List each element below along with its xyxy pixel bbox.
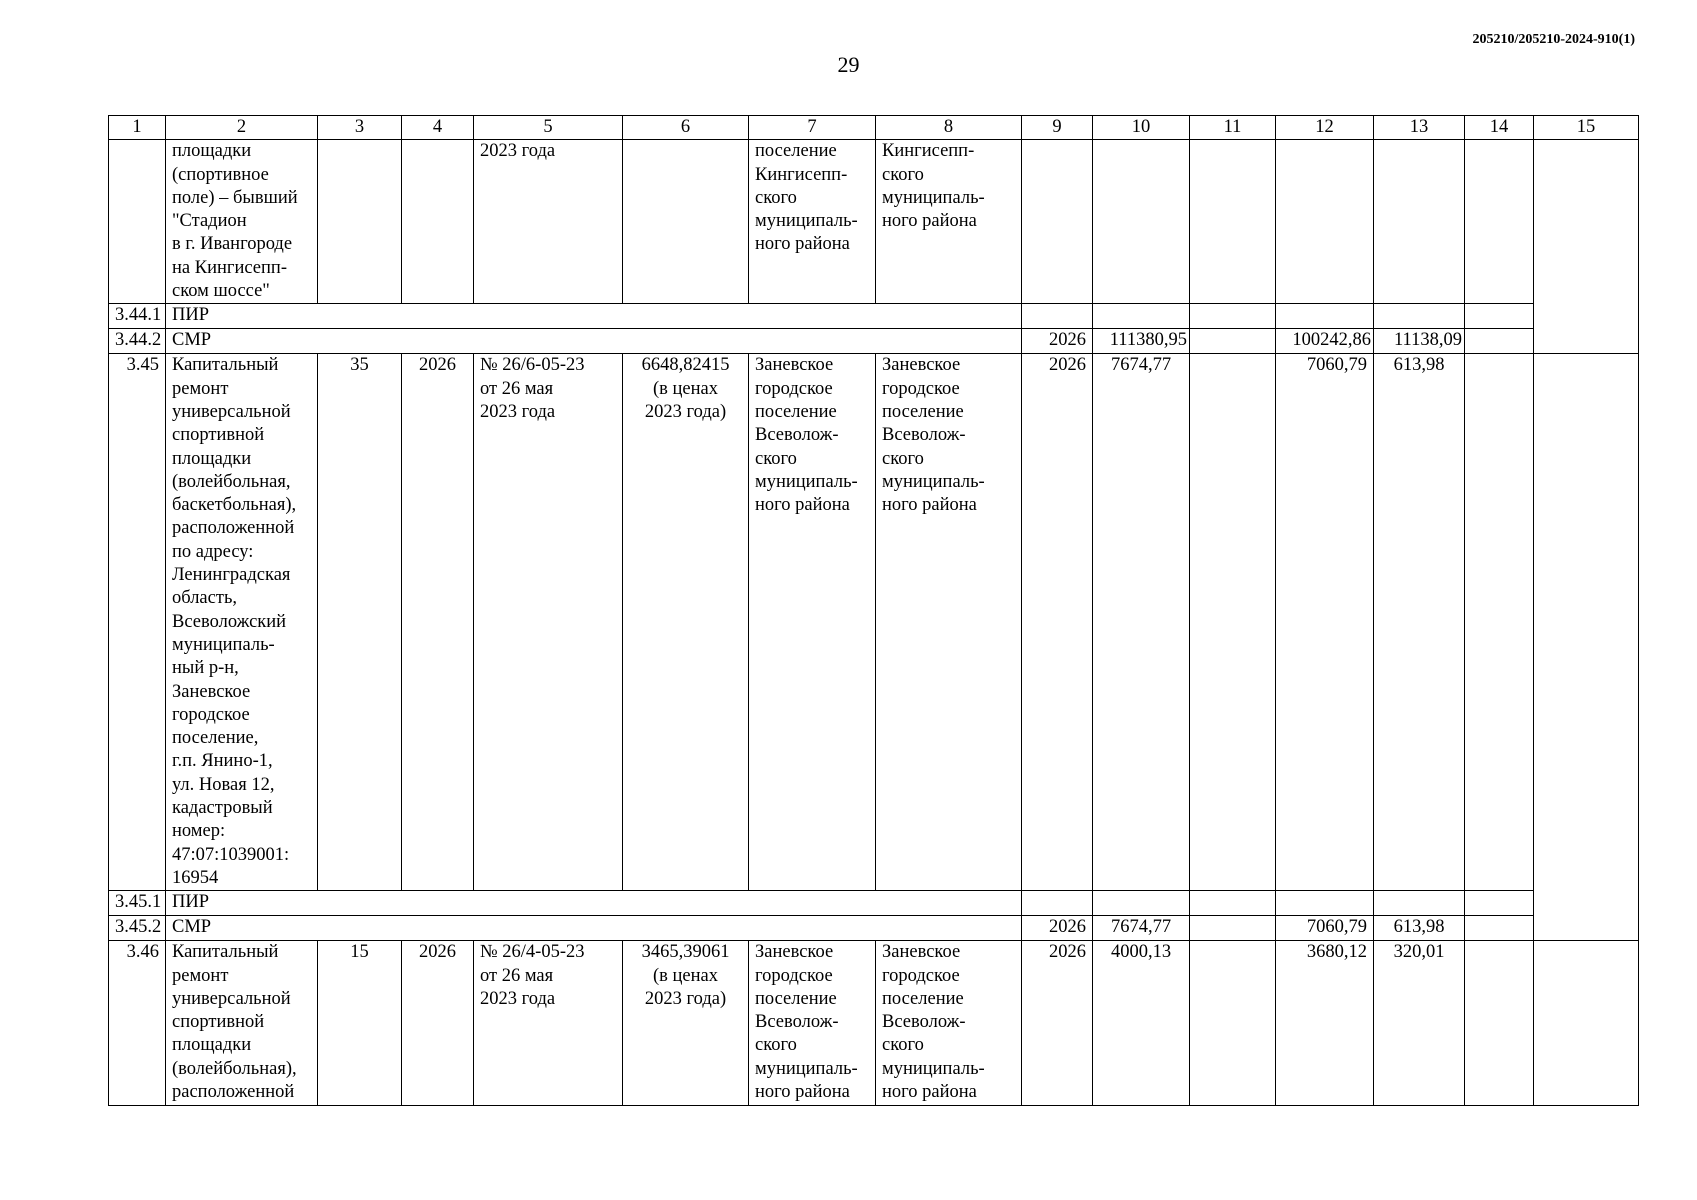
table-cell	[1465, 304, 1534, 329]
table-cell: 2026	[1022, 354, 1093, 891]
table-cell: 6648,82415 (в ценах 2023 года)	[623, 354, 749, 891]
table-cell	[1374, 304, 1465, 329]
header-cell: 13	[1374, 116, 1465, 140]
row-code: 3.46	[109, 941, 166, 1106]
table-cell: ПИР	[166, 304, 1022, 329]
table-cell	[1276, 891, 1374, 916]
table-cell: 3465,39061 (в ценах 2023 года)	[623, 941, 749, 1106]
header-cell: 6	[623, 116, 749, 140]
table-cell: 613,98	[1374, 354, 1465, 891]
table-cell	[1465, 140, 1534, 304]
table-row	[109, 916, 1639, 941]
table-row	[109, 140, 1639, 304]
table-cell	[1276, 304, 1374, 329]
table-cell	[1465, 941, 1534, 1106]
table-cell: 2026	[402, 941, 474, 1106]
page-number: 29	[837, 52, 860, 77]
table-cell: № 26/6-05-23 от 26 мая 2023 года	[474, 354, 623, 891]
table-row	[109, 891, 1639, 916]
table-cell	[109, 140, 166, 304]
table-row	[109, 304, 1639, 329]
table-cell	[1190, 916, 1276, 941]
header-cell: 15	[1534, 116, 1639, 140]
table-cell: 11138,09	[1374, 329, 1465, 354]
table-cell	[623, 140, 749, 304]
table-cell	[1534, 354, 1639, 941]
table-cell: 7674,77	[1093, 916, 1190, 941]
table-cell: СМР	[166, 329, 1022, 354]
table-cell: 2023 года	[474, 140, 623, 304]
document-number: 205210/205210-2024-910(1)	[1472, 32, 1635, 47]
table-cell	[1093, 140, 1190, 304]
header-cell: 12	[1276, 116, 1374, 140]
row-code: 3.45.1	[109, 891, 166, 916]
table-cell: Заневское городское поселение Всеволож- ского муниципаль- ного района	[876, 941, 1022, 1106]
header-cell: 9	[1022, 116, 1093, 140]
table-cell	[318, 140, 402, 304]
table-cell: Заневское городское поселение Всеволож- ского муниципаль- ного района	[876, 354, 1022, 891]
table-cell	[1465, 329, 1534, 354]
table-cell: 7674,77	[1093, 354, 1190, 891]
table-cell	[1534, 941, 1639, 1106]
data-table	[108, 115, 1639, 1106]
table-cell: 2026	[1022, 329, 1093, 354]
table-row	[109, 941, 1639, 1106]
header-cell: 3	[318, 116, 402, 140]
table-cell	[1022, 304, 1093, 329]
table-cell: площадки (спортивное поле) – бывший "Стадион в г. Ивангороде на Кингисепп- ском шоссе"	[166, 140, 318, 304]
table-cell: Капитальный ремонт универсальной спортивной площадки (волейбольная, баскетбольная), расположенной по адресу: Ленинградская область, Всеволожский муниципаль- ный р-н, Заневское городское поселение, г.п. Янино-1, ул. Новая 12, кадастровый номер: 47:07:1039001: 16954	[166, 354, 318, 891]
table-cell	[1190, 941, 1276, 1106]
table-cell: 3680,12	[1276, 941, 1374, 1106]
table-cell: 613,98	[1374, 916, 1465, 941]
table-cell: Заневское городское поселение Всеволож- ского муниципаль- ного района	[749, 941, 876, 1106]
table-cell: Заневское городское поселение Всеволож- ского муниципаль- ного района	[749, 354, 876, 891]
table-cell: 2026	[402, 354, 474, 891]
table-cell	[1374, 140, 1465, 304]
table-row	[109, 329, 1639, 354]
table-cell	[1093, 304, 1190, 329]
table-cell: поселение Кингисепп- ского муниципаль- ного района	[749, 140, 876, 304]
table-cell	[1022, 140, 1093, 304]
header-row	[109, 116, 1639, 140]
header-cell: 1	[109, 116, 166, 140]
table-cell: Капитальный ремонт универсальной спортивной площадки (волейбольная), расположенной	[166, 941, 318, 1106]
table-cell: СМР	[166, 916, 1022, 941]
table-cell: № 26/4-05-23 от 26 мая 2023 года	[474, 941, 623, 1106]
table-cell	[1374, 891, 1465, 916]
header-cell: 5	[474, 116, 623, 140]
table-cell: 2026	[1022, 916, 1093, 941]
table-cell: 7060,79	[1276, 916, 1374, 941]
table-cell: 35	[318, 354, 402, 891]
header-cell: 8	[876, 116, 1022, 140]
row-code: 3.45.2	[109, 916, 166, 941]
row-code: 3.44.1	[109, 304, 166, 329]
header-cell: 11	[1190, 116, 1276, 140]
table-cell	[1465, 354, 1534, 891]
header-cell: 2	[166, 116, 318, 140]
table-cell	[1022, 891, 1093, 916]
table-cell: 100242,86	[1276, 329, 1374, 354]
table-cell	[1465, 916, 1534, 941]
table-cell: 7060,79	[1276, 354, 1374, 891]
header-cell: 14	[1465, 116, 1534, 140]
table-cell	[1190, 304, 1276, 329]
table-cell	[1190, 329, 1276, 354]
table-cell: 4000,13	[1093, 941, 1190, 1106]
table-cell	[1276, 140, 1374, 304]
row-code: 3.44.2	[109, 329, 166, 354]
table-cell: ПИР	[166, 891, 1022, 916]
header-cell: 10	[1093, 116, 1190, 140]
table-row	[109, 354, 1639, 891]
table-cell	[1190, 891, 1276, 916]
table-cell: 111380,95	[1093, 329, 1190, 354]
header-cell: 7	[749, 116, 876, 140]
header-cell: 4	[402, 116, 474, 140]
table-cell	[402, 140, 474, 304]
row-code: 3.45	[109, 354, 166, 891]
table-cell: 320,01	[1374, 941, 1465, 1106]
table-cell: Кингисепп- ского муниципаль- ного района	[876, 140, 1022, 304]
table-cell: 2026	[1022, 941, 1093, 1106]
table-cell	[1093, 891, 1190, 916]
table-cell	[1465, 891, 1534, 916]
table-cell: 15	[318, 941, 402, 1106]
table-cell	[1190, 140, 1276, 304]
table-cell	[1190, 354, 1276, 891]
table-cell	[1534, 140, 1639, 354]
